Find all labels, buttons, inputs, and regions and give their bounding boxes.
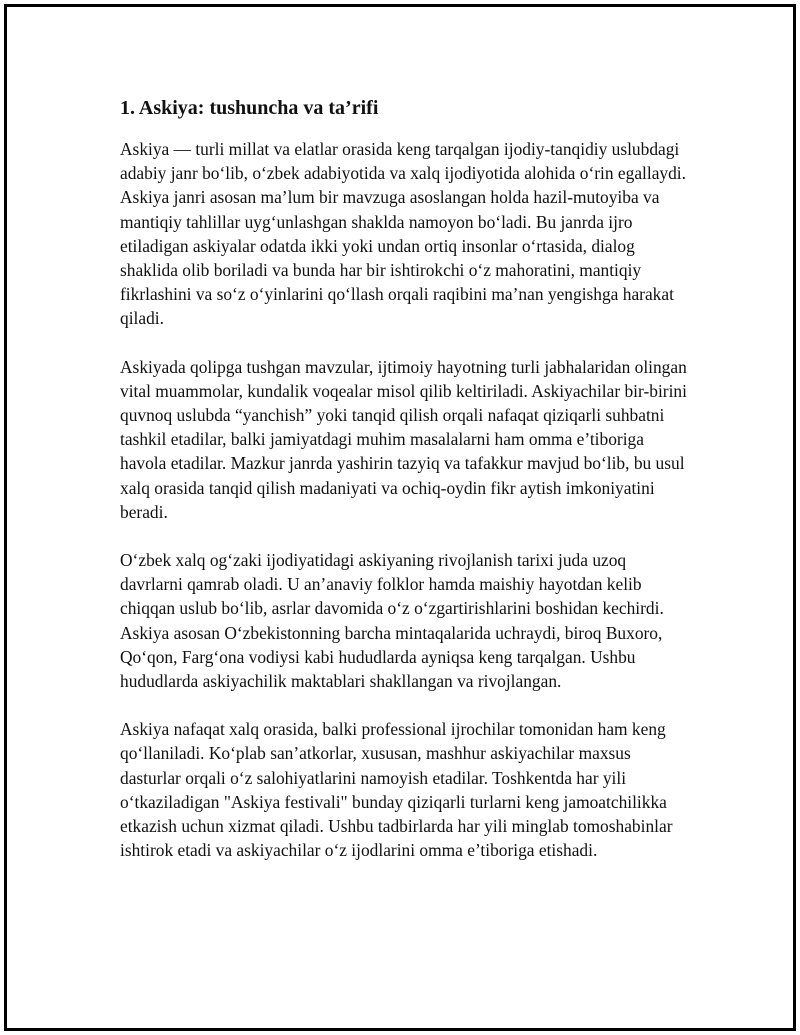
section-heading: 1. Askiya: tushuncha va ta’rifi <box>120 97 379 119</box>
paragraph-1: Askiya — turli millat va elatlar orasida keng tarqalgan ijodiy-tanqidiy uslubdagi adabiy janr bo‘lib, o‘zbek adabiyotida va xalq ijodiyotida alohida o‘rin egallaydi. Askiya janri asosan ma’lum bir mavzuga asoslangan holda hazil-mutoyiba va mantiqiy tahlillar uyg‘unlashgan shaklda namoyon bo‘ladi. Bu janrda ijro etiladigan askiyalar odatda ikki yoki undan ortiq insonlar o‘rtasida, dialog shaklida olib boriladi va bunda har bir ishtirokchi o‘z mahoratini, mantiqiy fikrlashini va so‘z o‘yinlarini qo‘llash orqali raqibini ma’nan yengishga harakat qiladi. <box>120 139 686 329</box>
page-frame <box>4 4 796 1031</box>
paragraph-3: O‘zbek xalq og‘zaki ijodiyatidagi askiyaning rivojlanish tarixi juda uzoq davrlarni qamrab oladi. U an’anaviy folklor hamda maishiy hayotdan kelib chiqqan uslub bo‘lib, asrlar davomida o‘z o‘zgartirishlarini boshidan kechirdi. Askiya asosan O‘zbekistonning barcha mintaqalarida uchraydi, biroq Buxoro, Qo‘qon, Farg‘ona vodiysi kabi hududlarda ayniqsa keng tarqalgan. Ushbu hududlarda askiyachilik maktablari shakllangan va rivojlangan. <box>120 550 664 692</box>
paragraph-4: Askiya nafaqat xalq orasida, balki professional ijrochilar tomonidan ham keng qo‘llaniladi. Ko‘plab san’atkorlar, xususan, mashhur askiyachilar maxsus dasturlar orqali o‘z salohiyatlarini namoyish etadilar. Toshkentda har yili o‘tkaziladigan "Askiya festivali" bunday qiziqarli turlarni keng jamoatchilikka etkazish uchun xizmat qiladi. Ushbu tadbirlarda har yili minglab tomoshabinlar ishtirok etadi va askiyachilar o‘z ijodlarini omma e’tiboriga etishadi. <box>120 719 673 861</box>
document-body <box>120 95 690 886</box>
paragraph-2: Askiyada qolipga tushgan mavzular, ijtimoiy hayotning turli jabhalaridan olingan vital muammolar, kundalik voqealar misol qilib keltiriladi. Askiyachilar bir-birini quvnoq uslubda “yanchish” yoki tanqid qilish orqali nafaqat qiziqarli suhbatni tashkil etadilar, balki jamiyatdagi muhim masalalarni ham omma e’tiboriga havola etadilar. Mazkur janrda yashirin tazyiq va tafakkur mavjud bo‘lib, bu usul xalq orasida tanqid qilish madaniyati va ochiq-oydin fikr aytish imkoniyatini beradi. <box>120 356 687 522</box>
